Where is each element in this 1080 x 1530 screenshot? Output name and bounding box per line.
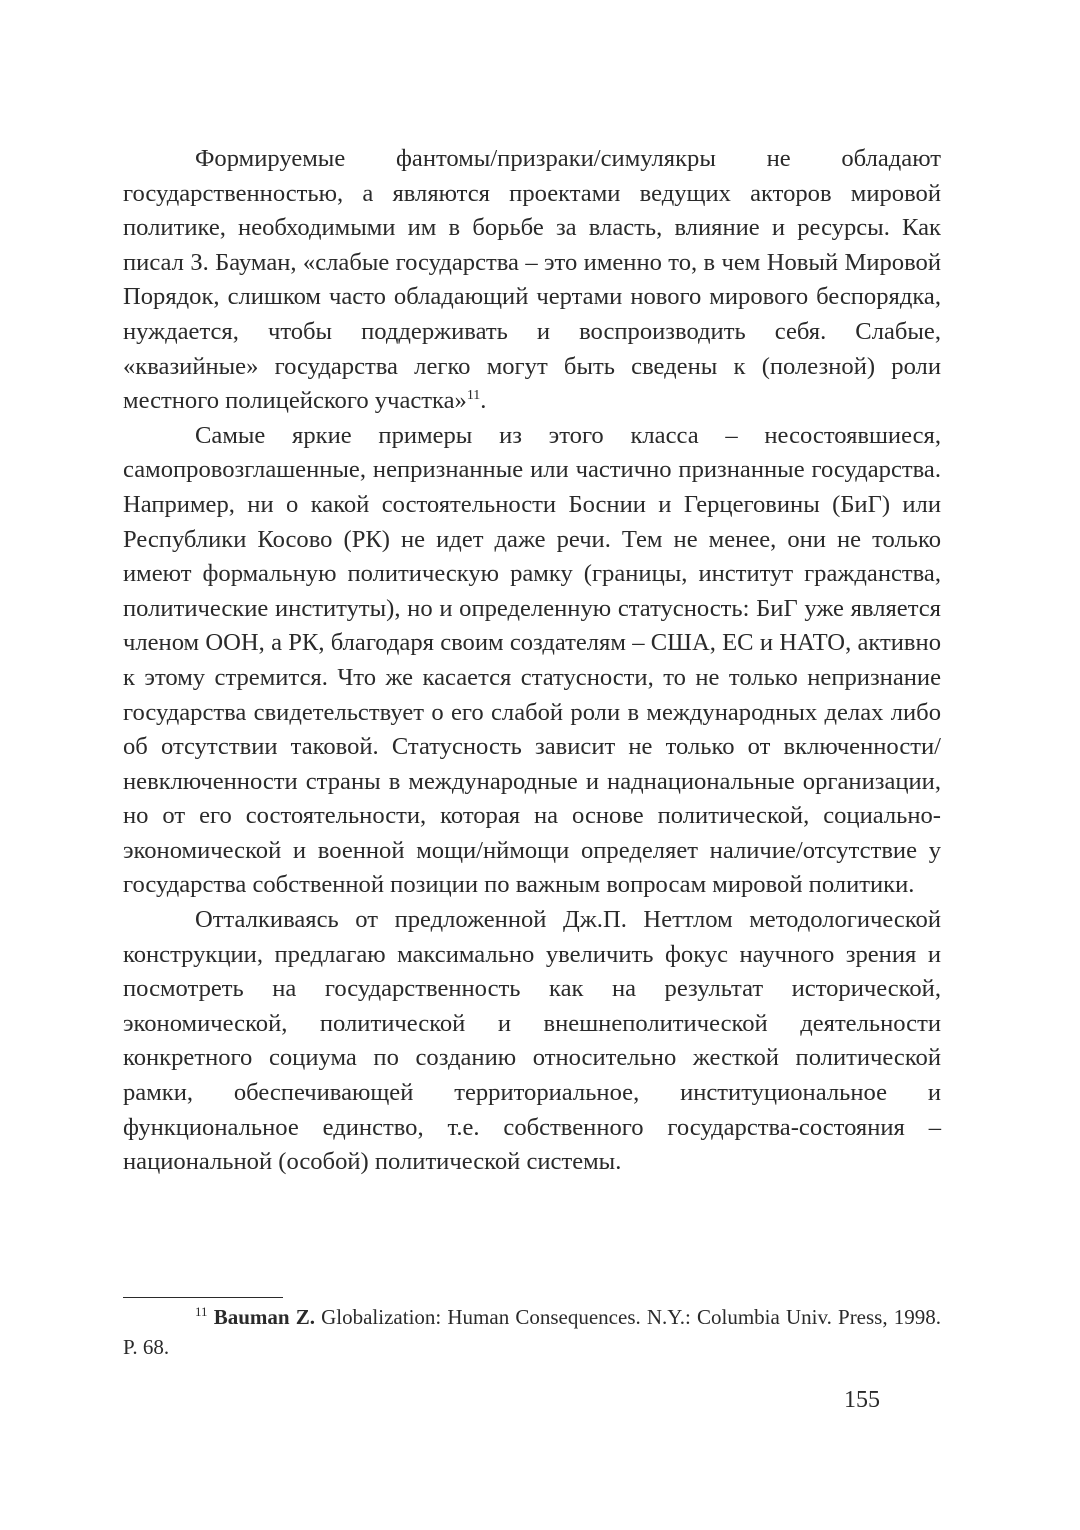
- footnote-number: 11: [195, 1304, 208, 1319]
- footnote-separator: [123, 1297, 283, 1298]
- paragraph-1-text: Формируемые фантомы/призраки/симулякры не обладают государственностью, а являются проектами ведущих акторов мировой политике, необходимыми им в борьбе за власть, влияние и ресурсы. Как писал З. Бауман, «слабые государства – это именно то, в чем Новый Мировой Порядок, слишком часто обладающий чертами нового мирового беспорядка, нуждается, чтобы поддерживать и воспроизводить себя. Слабые, «квазийные» государства легко могут быть сведены к (полезной) роли местного полицейского участка»: [123, 145, 941, 415]
- paragraph-3: Отталкиваясь от предложенной Дж.П. Неттлом методологической конструкции, предлагаю максимально увеличить фокус научного зрения и посмотреть на государственность как на результат исторической, экономической, политической и внешнеполитической деятельности конкретного социума по созданию относительно жесткой политической рамки, обеспечивающей территориальное, институциональное и функциональное единство, т.е. собственного государства-состояния – национальной (особой) политической системы.: [123, 906, 941, 1176]
- footnote-author: Bauman Z.: [213, 1305, 315, 1329]
- page-number: 155: [844, 1387, 880, 1413]
- paragraph-1: [123, 142, 941, 419]
- paragraph-1-tail: .: [480, 387, 487, 415]
- footnote-reference: 11: [466, 387, 481, 403]
- footnote-text: Globalization: Human Consequences. N.Y.: Columbia Univ. Press, 1998. P. 68.: [123, 1305, 941, 1359]
- paragraph-2: Самые яркие примеры из этого класса – несостоявшиеся, самопровозглашенные, непризнанные или частично признанные государства. Например, ни о какой состоятельности Боснии и Герцеговины (БиГ) или Республики Косово (РК) не идет даже речи. Тем не менее, они не только имеют формальную политическую рамку (границы, институт гражданства, политические институты), но и определенную статусность: БиГ уже является членом ООН, а РК, благодаря своим создателям – США, ЕС и НАТО, активно к этому стремится. Что же касается статусности, то не только непризнание государства свидетельствует о его слабой роли в международных делах либо об отсутствии таковой. Статусность зависит не только от включенности/невключенности страны в международные и наднациональные организации, но от его состоятельности, которая на основе политической, социально-экономической и военной мощи/нймощи определяет наличие/отсутствие у государства собственной позиции по важным вопросам мировой политики.: [123, 421, 941, 899]
- main-text: [123, 142, 941, 1180]
- footnote: [123, 1302, 941, 1362]
